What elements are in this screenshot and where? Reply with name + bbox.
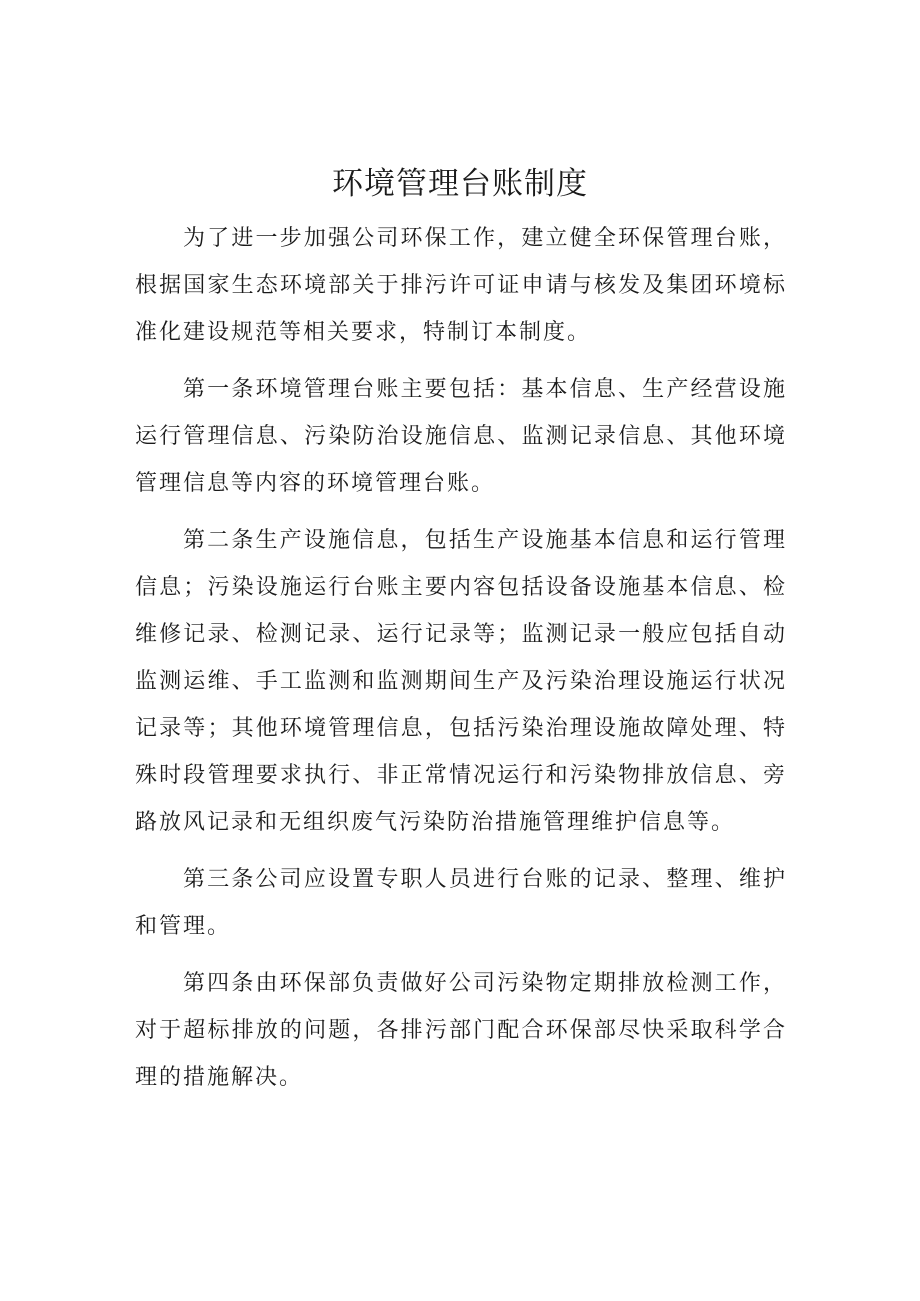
paragraph-article-3: 第三条公司应设置专职人员进行台账的记录、整理、维护和管理。 [135,867,787,939]
paragraph-intro: 为了进一步加强公司环保工作，建立健全环保管理台账，根据国家生态环境部关于排污许可证申请与核发及集团环境标准化建设规范等相关要求，特制订本制度。 [135,226,787,345]
paragraph-article-4: 第四条由环保部负责做好公司污染物定期排放检测工作，对于超标排放的问题，各排污部门配合环保部尽快采取科学合理的措施解决。 [135,971,787,1090]
paragraph-article-1: 第一条环境管理台账主要包括：基本信息、生产经营设施运行管理信息、污染防治设施信息、监测记录信息、其他环境管理信息等内容的环境管理台账。 [135,377,787,496]
document-body [135,215,787,1111]
document-title: 环境管理台账制度 [332,166,588,202]
paragraph-article-2: 第二条生产设施信息，包括生产设施基本信息和运行管理信息；污染设施运行台账主要内容包括设备设施基本信息、检维修记录、检测记录、运行记录等；监测记录一般应包括自动监测运维、手工监测和监测期间生产及污染治理设施运行状况记录等；其他环境管理信息，包括污染治理设施故障处理、特殊时段管理要求执行、非正常情况运行和污染物排放信息、旁路放风记录和无组织废气污染防治措施管理维护信息等。 [135,528,787,835]
